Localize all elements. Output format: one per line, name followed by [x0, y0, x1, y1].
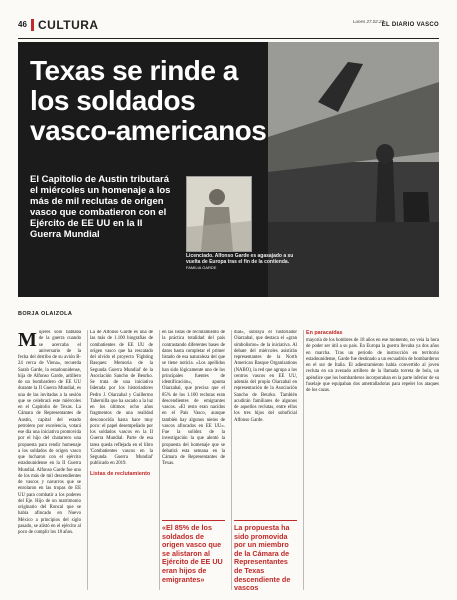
hero-block — [18, 42, 439, 297]
byline: BORJA OLAIZOLA — [18, 311, 73, 317]
subhead: Listas de reclutamiento — [90, 470, 151, 477]
headline: Texas se rinde a los soldados vasco-americanos — [30, 55, 267, 146]
column-text-wrap — [234, 330, 297, 515]
column-text: La de Alfonso Garde es una de las más de 1.100 biografías de combatientes de EE UU de origen vasco que ha rescatado del olvido el proyecto 'Fighting Basques: Memoria de la Segunda Guerra Mundial' de la Asociación Sancho de Beurko. Se trata de una iniciativa liderada por los historiadores Pedro J. Oiarzabal y Guillermo Tabernilla que ha sacado a la luz en los últimos ocho años fragmentos de una realidad desconocida hasta hace muy poco: el papel desempeñado por los soldados vascos en la II Guerra Mundial. Parte de esa tarea queda reflejada en el libro 'Combatientes vascos en la Segunda Guerra Mundial' publicado en 2019. — [90, 330, 153, 467]
column-text: en las listas de reclutamiento de la práctica totalidad del país contrastando diferentes bases de datos hasta completar el primer listado de esa naturaleza del que se tiene noticia. «Los apellidos han sido lógicamente uno de los principales fuentes de identificación», apunta Oiarzabal, que precisa que el 85% de los 1.100 reclutas eran descendientes de emigrantes vascos. «El resto eran nacidos en el País Vasco, aunque también hay algunos nietos de vascos afincados en EE UU». Fue la solidez de la investigación la que alentó la propuesta del homenaje que se debatirá esta semana en la Cámara de Representantes de Texas. — [162, 330, 225, 467]
article-body — [18, 330, 439, 593]
page-number: 46 — [18, 20, 27, 29]
page-header — [18, 18, 439, 36]
column-divider — [87, 330, 88, 590]
column-divider — [159, 330, 160, 590]
inset-photo-soldier — [186, 176, 252, 252]
newspaper-name: EL DIARIO VASCO — [381, 22, 439, 28]
section-marker — [31, 19, 34, 31]
column-2 — [90, 330, 153, 479]
column-3 — [162, 330, 225, 584]
subhead: En paracaídas — [306, 330, 343, 336]
photo-credit: FAMILIA GARDE — [186, 265, 217, 270]
column-1 — [18, 330, 81, 536]
section-label: CULTURA — [38, 18, 99, 32]
column-text-wrap — [162, 330, 225, 515]
header-rule — [18, 38, 439, 39]
pull-quote: «El 85% de los soldados de origen vasco que se alistaron al Ejército de EE UU eran hijos de emigrantes» — [162, 520, 225, 584]
column-5 — [306, 330, 439, 394]
column-text: dial», subraya el historiador Oiarzabal, que destaca el «gran simbolismo» de la iniciativa. Al debate del miércoles asistirán representantes de la North American Basque Organizations (NABO), la red que agrupa a los centros vascos en EE UU, además del propio Oiarzabal en representación de la Asociación Sancho de Beurko. También acudirán familiares de algunos de aquellos reclutas, entre ellos los tres hijos del suboficial Alfonso Garde. — [234, 330, 297, 423]
column-divider — [231, 330, 232, 590]
column-text: ujeres solo hablaba de la guerra cuando se acercaba el aniversario de la fecha del derribo de su avión B-24 cerca de Viena», recuerda Sarah Garde, la estadounidense, hija de Alfonso Garde, artillero de un bombardero de EE UU durante la II Guerra Mundial, es una de las invitadas a la sesión que se celebrará este miércoles en el Capitolio de Texas. La Cámara de Representantes de Austin, capital del estado petrolero por excelencia, votará ese día una iniciativa promovida por el hijo del chatarrero una propuesta para rendir homenaje a los soldados de origen vasco que lucharon con el ejército estadounidense en la II Guerra Mundial. Alfonso Garde fue uno de los más de mil descendientes de vascos y navarros que se enrolaron en las tropas de EE UU para combatir a los poderes del Eje. Hijo de un matrimonio originario del Roncal que se había afincado en Nuevo México a principios del siglo pasado, se alistó en el ejército al poco de cumplir los 18 años. — [18, 330, 81, 535]
issue-date: Lunes 27.02.23 — [352, 19, 384, 24]
pull-quote: La propuesta ha sido promovida por un miembro de la Cámara de Representantes de Texas descendiente de vascos — [234, 520, 297, 593]
deck-text: El Capitolio de Austin tributará el miércoles un homenaje a los más de mil reclutas de origen vasco que combatieron con el Ejército de EE UU en la II Guerra Mundial — [30, 174, 171, 240]
column-text: mayoría de los hombres de 18 años en ese momento, no veía la hora de poder ser útil a su país. En Europa la guerra llevaba ya dos años en marcha. Tras un periodo de instrucción en territorio estadounidense, Garde fue destinado a un escuadrón de bombarderos en el sur de Italia. El adiestramiento había convertido al joven recluta en un avezado artillero de la llamada torreta de bola, un apéndice que los bombarderos incorporaban en la parte inferior de su fuselaje que equipaban dos ametralladoras para repeler los ataques de los cazas. — [306, 338, 439, 393]
column-divider — [303, 330, 304, 590]
photo-caption — [186, 253, 296, 271]
caption-text: Licenciado. Alfonso Garde es agasajado a su vuelta de Europa tras el fin de la contienda. — [186, 253, 294, 265]
column-4 — [234, 330, 297, 593]
drop-cap: M — [18, 330, 37, 351]
section-title — [31, 18, 99, 32]
